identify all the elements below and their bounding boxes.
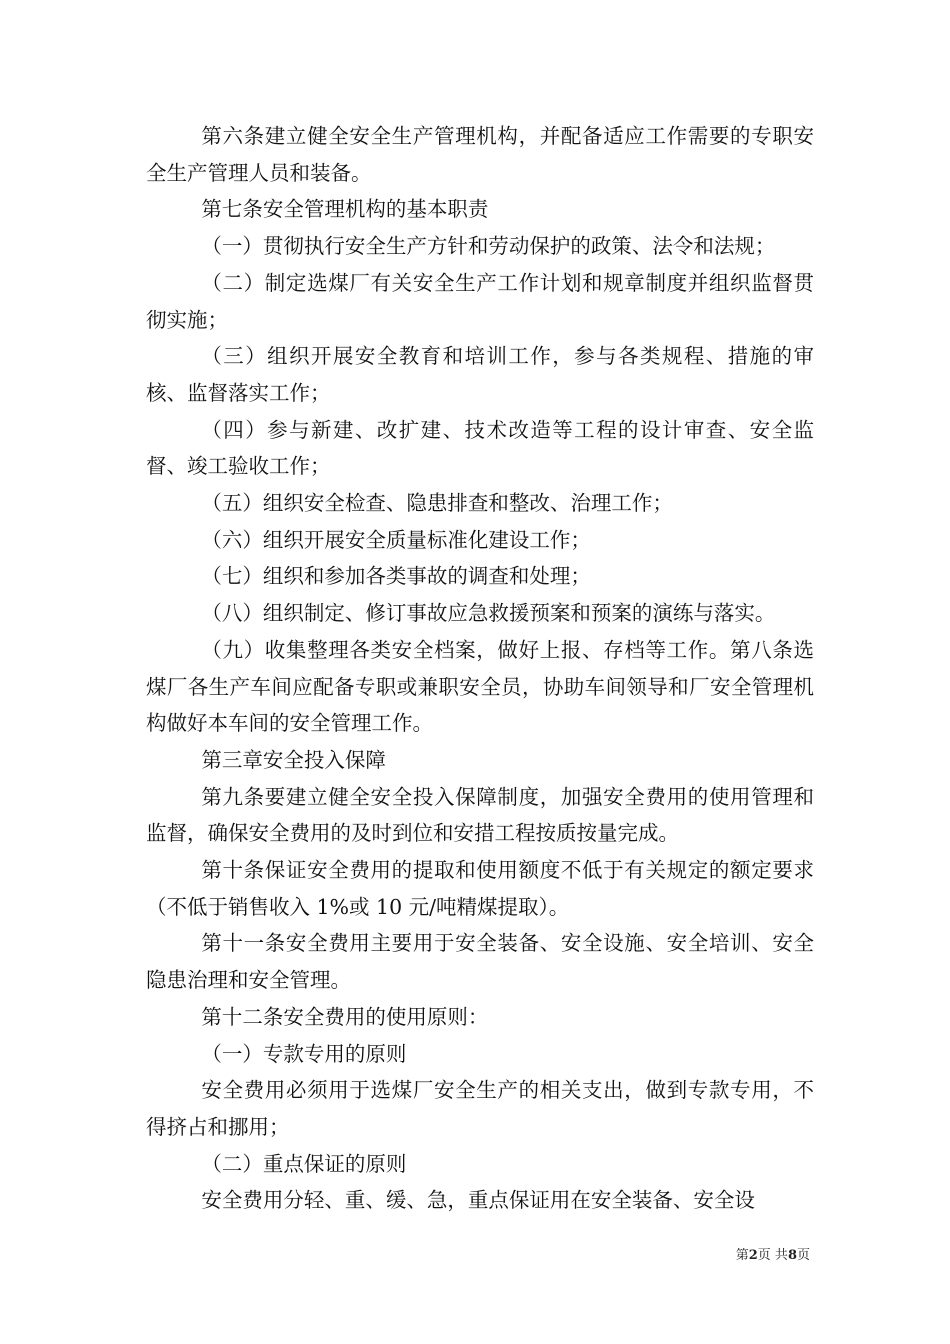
document-body (146, 118, 814, 1219)
footer-suffix: 页 (796, 1248, 810, 1263)
paragraph-principle-2-heading: （二）重点保证的原则 (201, 1151, 407, 1176)
page-footer (650, 1244, 810, 1263)
footer-current-page: 2 (748, 1248, 758, 1263)
paragraph-principle-1-body: 安全费用必须用于选煤厂安全生产的相关支出，做到专款专用，不得挤占和挪用； (146, 1078, 814, 1139)
chapter-3-heading: 第三章安全投入保障 (201, 747, 386, 772)
footer-middle: 页 共 (757, 1248, 788, 1263)
paragraph-article-9: 第九条要建立健全安全投入保障制度，加强安全费用的使用管理和监督，确保安全费用的及时到位和安措工程按质按量完成。 (146, 784, 814, 846)
paragraph-duty-2: （二）制定选煤厂有关安全生产工作计划和规章制度并组织监督贯彻实施； (146, 270, 814, 332)
paragraph-principle-1-heading: （一）专款专用的原则 (201, 1041, 407, 1066)
paragraph-duty-8: （八）组织制定、修订事故应急救援预案和预案的演练与落实。 (201, 601, 776, 626)
paragraph-article-6: 第六条建立健全安全生产管理机构，并配备适应工作需要的专职安全生产管理人员和装备。 (146, 124, 814, 185)
paragraph-duty-3: （三）组织开展安全教育和培训工作，参与各类规程、措施的审核、监督落实工作； (146, 344, 814, 405)
paragraph-duty-4: （四）参与新建、改扩建、技术改造等工程的设计审查、安全监督、竣工验收工作； (146, 417, 814, 479)
paragraph-duty-1: （一）贯彻执行安全生产方针和劳动保护的政策、法令和法规； (201, 234, 776, 259)
paragraph-article-7-heading: 第七条安全管理机构的基本职责 (201, 197, 489, 222)
paragraph-duty-5: （五）组织安全检查、隐患排查和整改、治理工作； (201, 491, 673, 516)
paragraph-duty-6: （六）组织开展安全质量标准化建设工作； (201, 527, 591, 552)
paragraph-article-12-heading: 第十二条安全费用的使用原则： (201, 1004, 489, 1029)
footer-prefix: 第 (735, 1248, 749, 1263)
paragraph-article-11: 第十一条安全费用主要用于安全装备、安全设施、安全培训、安全隐患治理和安全管理。 (146, 931, 814, 993)
paragraph-duty-7: （七）组织和参加各类事故的调查和处理； (201, 564, 591, 589)
paragraph-duty-9-article-8: （九）收集整理各类安全档案，做好上报、存档等工作。第八条选煤厂各生产车间应配备专职或兼职安全员，协助车间领导和厂安全管理机构做好本车间的安全管理工作。 (146, 637, 814, 736)
footer-total-pages: 8 (787, 1248, 797, 1263)
paragraph-principle-2-body: 安全费用分轻、重、缓、急，重点保证用在安全装备、安全设 (201, 1188, 755, 1213)
paragraph-article-10: 第十条保证安全费用的提取和使用额度不低于有关规定的额定要求（不低于销售收入 1%或 10 元/吨精煤提取）。 (146, 858, 814, 919)
